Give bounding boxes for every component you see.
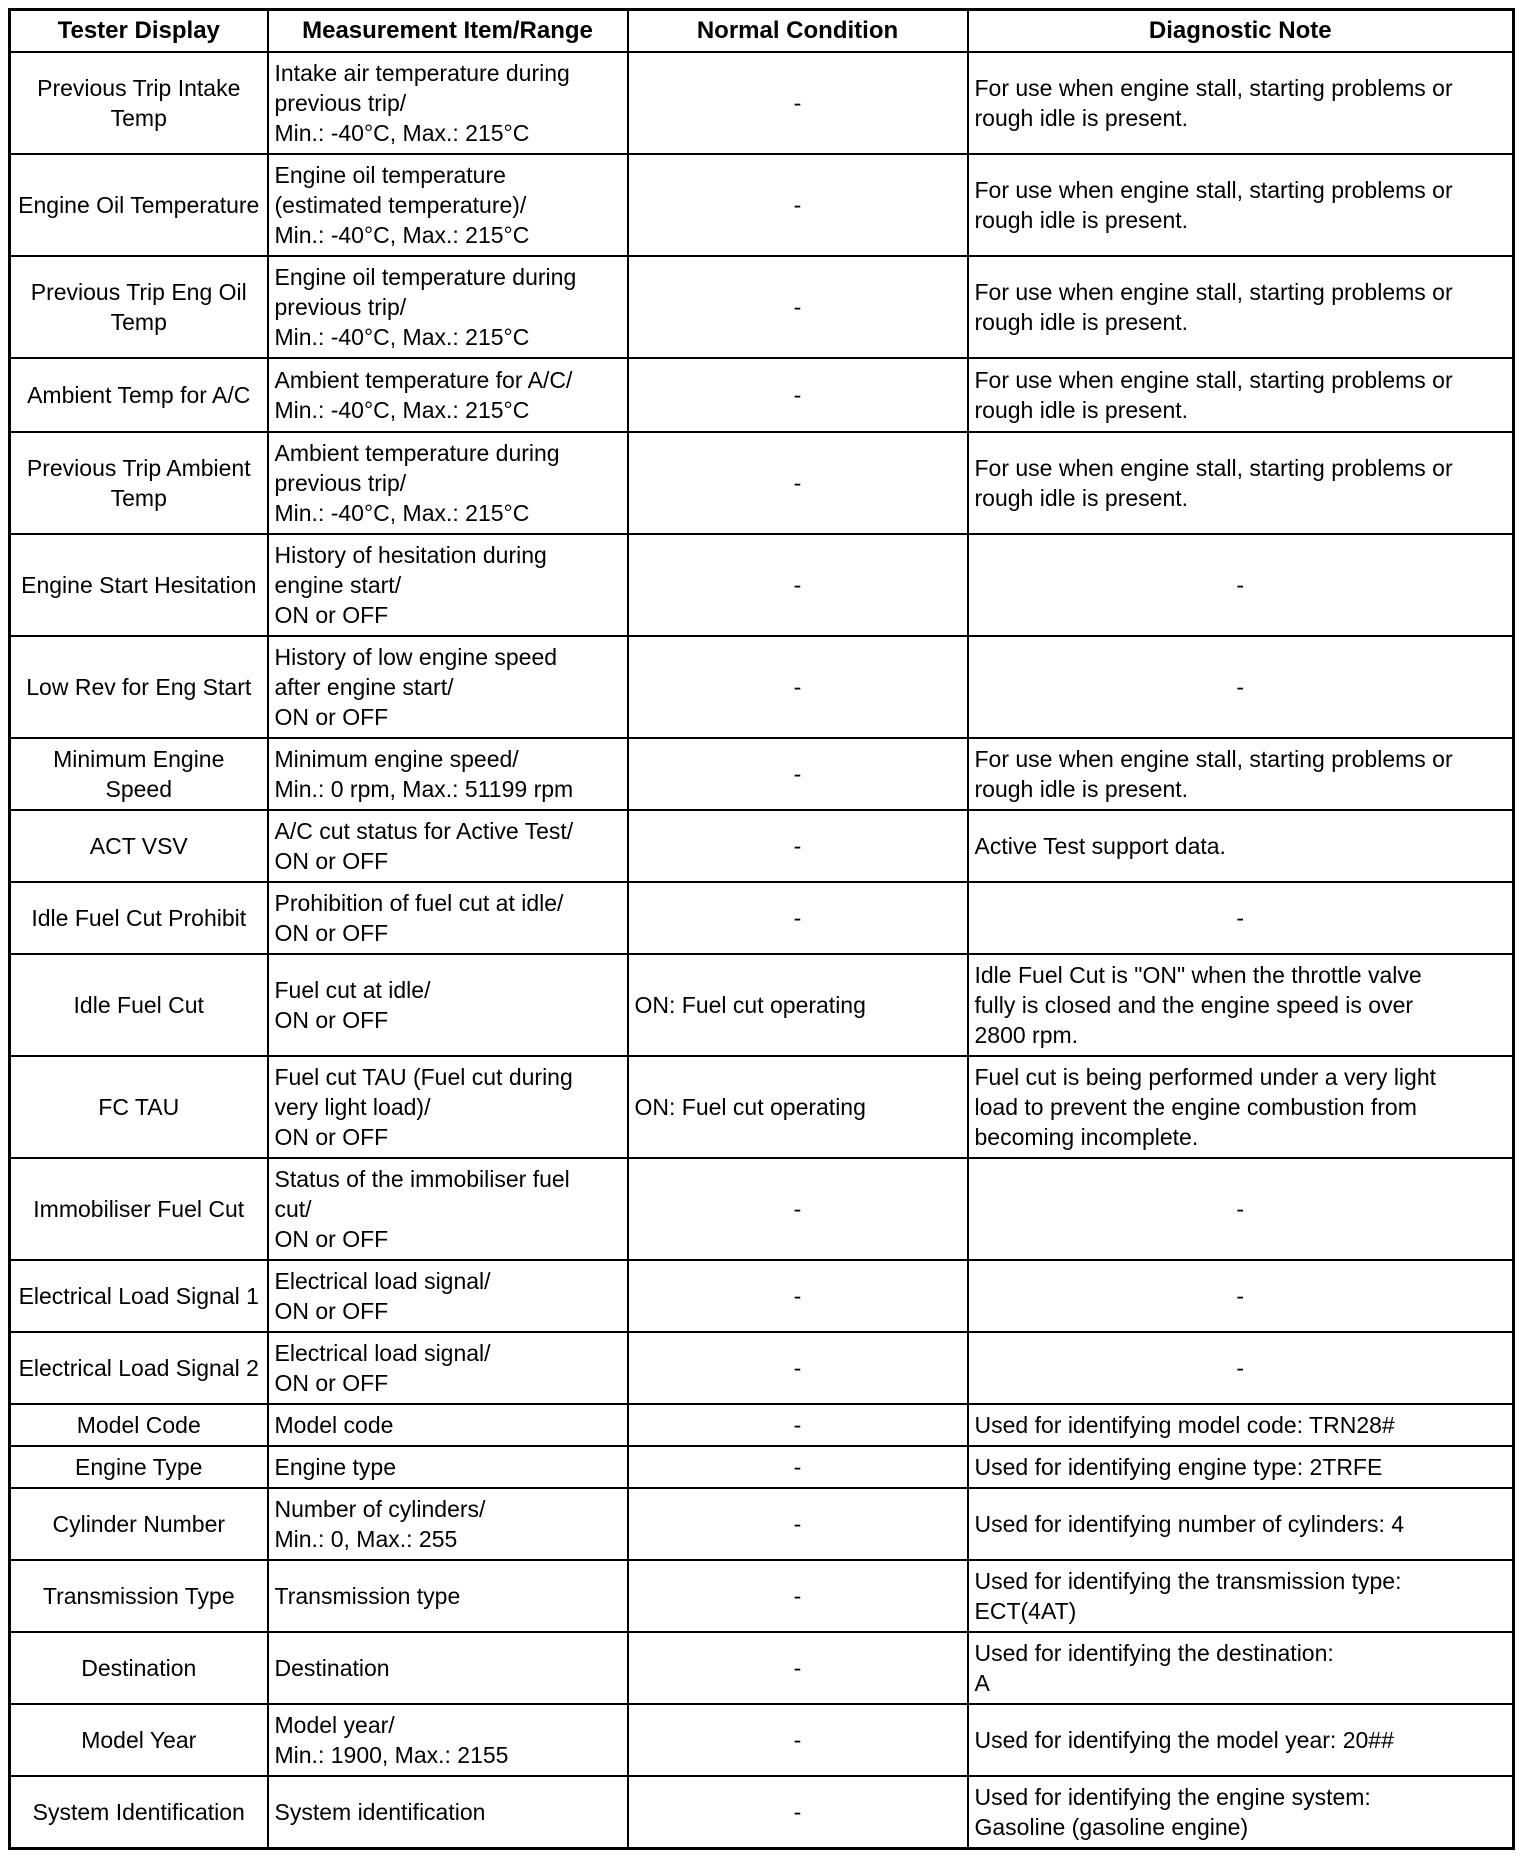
table-row	[10, 1704, 1514, 1776]
diagnostic-note-cell: -	[968, 882, 1514, 954]
header-measurement-item-range: Measurement Item/Range	[268, 10, 628, 53]
measurement-item-cell: Number of cylinders/ Min.: 0, Max.: 255	[268, 1488, 628, 1560]
tester-display-cell: Engine Oil Temperature	[10, 154, 268, 256]
table-row	[10, 1488, 1514, 1560]
table-row	[10, 1776, 1514, 1848]
diagnostic-note-cell: Used for identifying engine type: 2TRFE	[968, 1446, 1514, 1488]
measurement-item-cell: Transmission type	[268, 1560, 628, 1632]
normal-condition-cell: -	[628, 52, 968, 154]
measurement-item-cell: Electrical load signal/ ON or OFF	[268, 1332, 628, 1404]
table-row	[10, 810, 1514, 882]
diagnostic-note-cell: -	[968, 1158, 1514, 1260]
diagnostic-note-cell: Used for identifying the destination: A	[968, 1632, 1514, 1704]
table-row	[10, 1404, 1514, 1446]
tester-display-cell: Electrical Load Signal 1	[10, 1260, 268, 1332]
table-row	[10, 154, 1514, 256]
tester-display-cell: Idle Fuel Cut	[10, 954, 268, 1056]
table-row	[10, 954, 1514, 1056]
tester-display-cell: Immobiliser Fuel Cut	[10, 1158, 268, 1260]
measurement-item-cell: System identification	[268, 1776, 628, 1848]
table-row	[10, 882, 1514, 954]
normal-condition-cell: -	[628, 1332, 968, 1404]
normal-condition-cell: -	[628, 154, 968, 256]
tester-display-cell: Engine Type	[10, 1446, 268, 1488]
normal-condition-cell: -	[628, 1404, 968, 1446]
measurement-item-cell: Electrical load signal/ ON or OFF	[268, 1260, 628, 1332]
measurement-item-cell: Ambient temperature during previous trip/ Min.: -40°C, Max.: 215°C	[268, 432, 628, 534]
diagnostic-note-cell: For use when engine stall, starting problems or rough idle is present.	[968, 154, 1514, 256]
normal-condition-cell: ON: Fuel cut operating	[628, 1056, 968, 1158]
table-row	[10, 1560, 1514, 1632]
normal-condition-cell: -	[628, 1446, 968, 1488]
measurement-item-cell: History of hesitation during engine start/ ON or OFF	[268, 534, 628, 636]
normal-condition-cell: ON: Fuel cut operating	[628, 954, 968, 1056]
table-row	[10, 1332, 1514, 1404]
tester-display-cell: System Identification	[10, 1776, 268, 1848]
tester-display-cell: Minimum Engine Speed	[10, 738, 268, 810]
measurement-item-cell: Engine type	[268, 1446, 628, 1488]
measurement-item-cell: Model year/ Min.: 1900, Max.: 2155	[268, 1704, 628, 1776]
tester-display-cell: Engine Start Hesitation	[10, 534, 268, 636]
normal-condition-cell: -	[628, 432, 968, 534]
measurement-item-cell: Fuel cut TAU (Fuel cut during very light load)/ ON or OFF	[268, 1056, 628, 1158]
normal-condition-cell: -	[628, 1260, 968, 1332]
table-row	[10, 256, 1514, 358]
header-tester-display: Tester Display	[10, 10, 268, 53]
table-row	[10, 1446, 1514, 1488]
table-row	[10, 52, 1514, 154]
tester-display-cell: Low Rev for Eng Start	[10, 636, 268, 738]
normal-condition-cell: -	[628, 1632, 968, 1704]
normal-condition-cell: -	[628, 810, 968, 882]
tester-display-cell: FC TAU	[10, 1056, 268, 1158]
normal-condition-cell: -	[628, 1158, 968, 1260]
tester-display-cell: Electrical Load Signal 2	[10, 1332, 268, 1404]
diagnostic-note-cell: Idle Fuel Cut is "ON" when the throttle valve fully is closed and the engine speed is over 2800 rpm.	[968, 954, 1514, 1056]
header-diagnostic-note: Diagnostic Note	[968, 10, 1514, 53]
tester-display-cell: Model Code	[10, 1404, 268, 1446]
diagnostic-note-cell: For use when engine stall, starting problems or rough idle is present.	[968, 432, 1514, 534]
measurement-item-cell: History of low engine speed after engine start/ ON or OFF	[268, 636, 628, 738]
diagnostic-note-cell: -	[968, 636, 1514, 738]
normal-condition-cell: -	[628, 256, 968, 358]
measurement-item-cell: Minimum engine speed/ Min.: 0 rpm, Max.: 51199 rpm	[268, 738, 628, 810]
diagnostic-note-cell: For use when engine stall, starting problems or rough idle is present.	[968, 52, 1514, 154]
normal-condition-cell: -	[628, 1704, 968, 1776]
diagnostic-note-cell: For use when engine stall, starting problems or rough idle is present.	[968, 256, 1514, 358]
normal-condition-cell: -	[628, 1488, 968, 1560]
diagnostic-note-cell: Active Test support data.	[968, 810, 1514, 882]
data-list-table	[8, 8, 1515, 1850]
measurement-item-cell: Prohibition of fuel cut at idle/ ON or OFF	[268, 882, 628, 954]
measurement-item-cell: Engine oil temperature during previous trip/ Min.: -40°C, Max.: 215°C	[268, 256, 628, 358]
table-row	[10, 1158, 1514, 1260]
diagnostic-note-cell: -	[968, 1332, 1514, 1404]
tester-display-cell: Transmission Type	[10, 1560, 268, 1632]
table-row	[10, 1632, 1514, 1704]
header-normal-condition: Normal Condition	[628, 10, 968, 53]
diagnostic-note-cell: Used for identifying the model year: 20##	[968, 1704, 1514, 1776]
normal-condition-cell: -	[628, 882, 968, 954]
normal-condition-cell: -	[628, 358, 968, 432]
diagnostic-note-cell: Fuel cut is being performed under a very light load to prevent the engine combustion from becoming incomplete.	[968, 1056, 1514, 1158]
diagnostic-note-cell: Used for identifying number of cylinders: 4	[968, 1488, 1514, 1560]
normal-condition-cell: -	[628, 534, 968, 636]
measurement-item-cell: Status of the immobiliser fuel cut/ ON or OFF	[268, 1158, 628, 1260]
tester-display-cell: Previous Trip Eng Oil Temp	[10, 256, 268, 358]
table-row	[10, 432, 1514, 534]
table-header-row	[10, 10, 1514, 53]
diagnostic-note-cell: For use when engine stall, starting problems or rough idle is present.	[968, 358, 1514, 432]
tester-display-cell: Cylinder Number	[10, 1488, 268, 1560]
tester-display-cell: Previous Trip Ambient Temp	[10, 432, 268, 534]
table-row	[10, 1056, 1514, 1158]
diagnostic-note-cell: -	[968, 1260, 1514, 1332]
diagnostic-note-cell: Used for identifying model code: TRN28#	[968, 1404, 1514, 1446]
table-row	[10, 1260, 1514, 1332]
measurement-item-cell: Destination	[268, 1632, 628, 1704]
tester-display-cell: Destination	[10, 1632, 268, 1704]
normal-condition-cell: -	[628, 636, 968, 738]
table-row	[10, 534, 1514, 636]
tester-display-cell: Ambient Temp for A/C	[10, 358, 268, 432]
diagnostic-note-cell: Used for identifying the engine system: Gasoline (gasoline engine)	[968, 1776, 1514, 1848]
normal-condition-cell: -	[628, 1560, 968, 1632]
normal-condition-cell: -	[628, 738, 968, 810]
normal-condition-cell: -	[628, 1776, 968, 1848]
measurement-item-cell: Engine oil temperature (estimated temperature)/ Min.: -40°C, Max.: 215°C	[268, 154, 628, 256]
table-row	[10, 636, 1514, 738]
measurement-item-cell: Ambient temperature for A/C/ Min.: -40°C, Max.: 215°C	[268, 358, 628, 432]
diagnostic-note-cell: -	[968, 534, 1514, 636]
tester-display-cell: Previous Trip Intake Temp	[10, 52, 268, 154]
tester-display-cell: Model Year	[10, 1704, 268, 1776]
table-row	[10, 738, 1514, 810]
measurement-item-cell: A/C cut status for Active Test/ ON or OFF	[268, 810, 628, 882]
diagnostic-note-cell: Used for identifying the transmission type: ECT(4AT)	[968, 1560, 1514, 1632]
table-body	[10, 52, 1514, 1848]
tester-display-cell: Idle Fuel Cut Prohibit	[10, 882, 268, 954]
diagnostic-note-cell: For use when engine stall, starting problems or rough idle is present.	[968, 738, 1514, 810]
table-row	[10, 358, 1514, 432]
tester-display-cell: ACT VSV	[10, 810, 268, 882]
measurement-item-cell: Model code	[268, 1404, 628, 1446]
measurement-item-cell: Intake air temperature during previous trip/ Min.: -40°C, Max.: 215°C	[268, 52, 628, 154]
measurement-item-cell: Fuel cut at idle/ ON or OFF	[268, 954, 628, 1056]
